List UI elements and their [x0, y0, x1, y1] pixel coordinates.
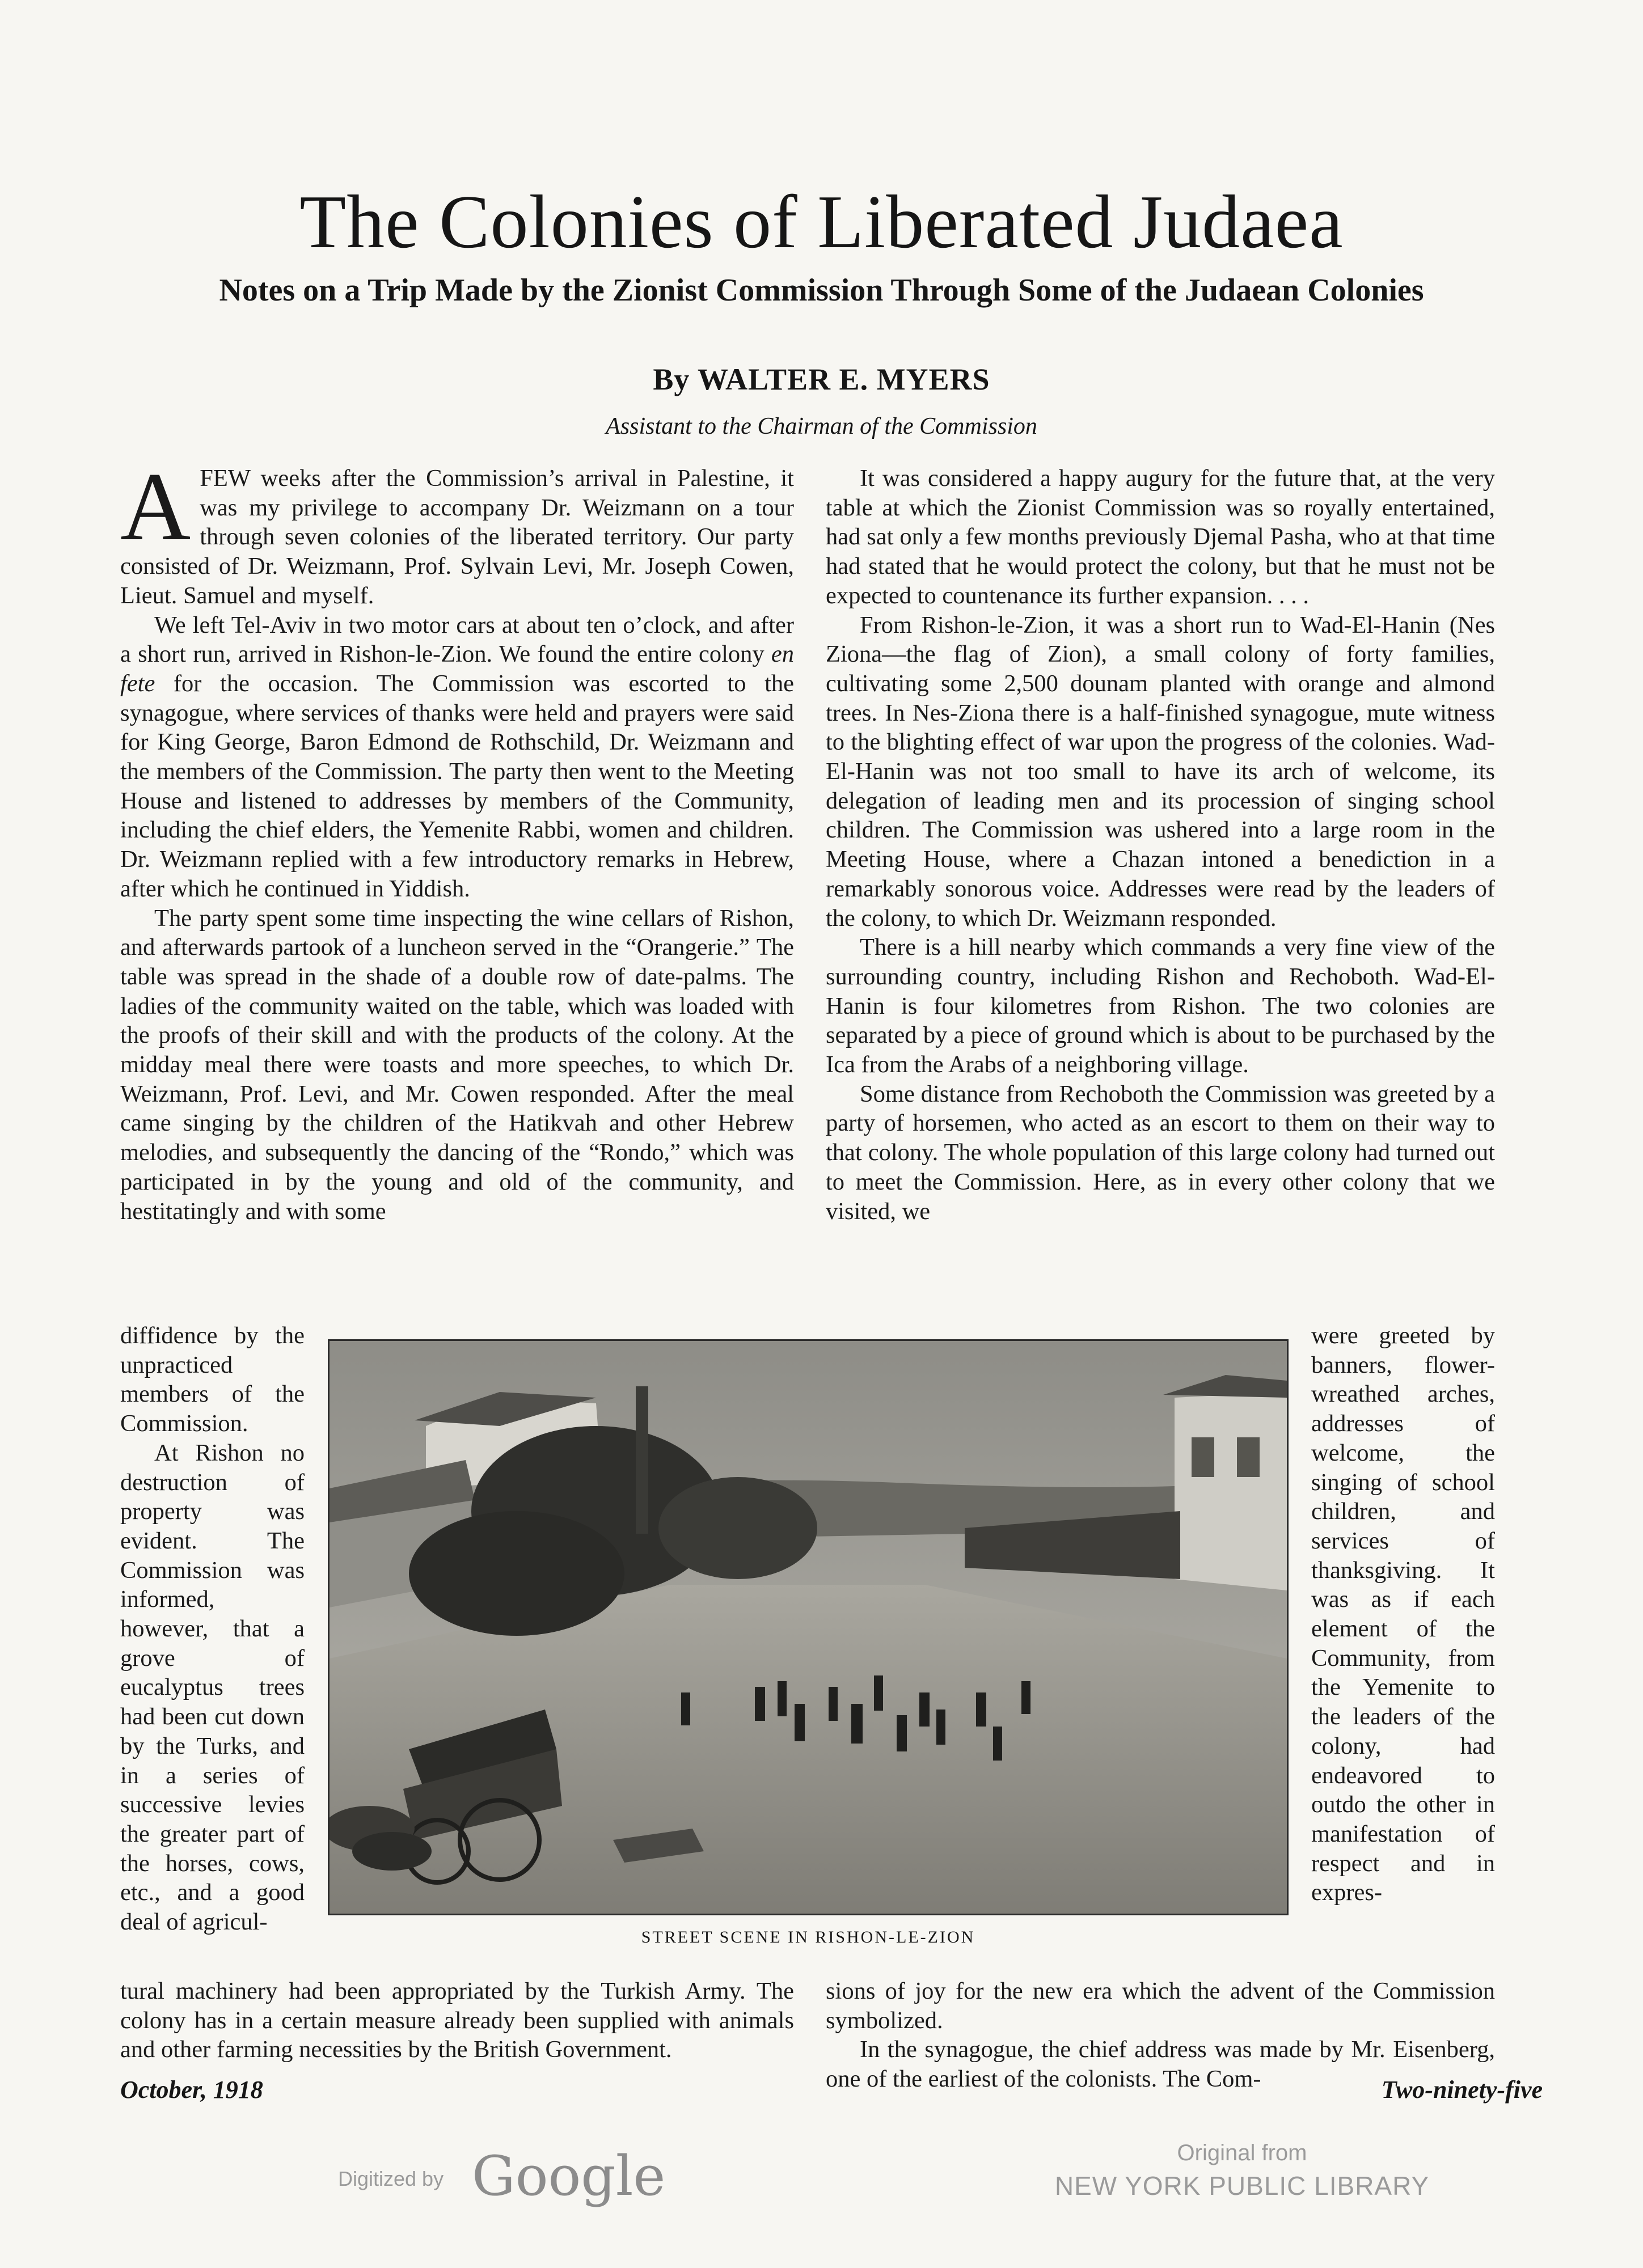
left-paragraph-1: AFEW weeks after the Commission’s arrival in Palestine, it was my privilege to accompany Dr. Weizmann on a tour through seven colonies of the liberated territory. Our party consisted of Dr. Weizmann, Prof. Sylvain Levi, Mr. Joseph Cowen, Lieut. Samuel and myself. — [120, 464, 794, 609]
article-title: The Colonies of Liberated Judaea — [299, 180, 1344, 264]
left-paragraph-3: The party spent some time inspecting the wine cellars of Rishon, and afterwards partook of a luncheon served in the “Orangerie.” The table was spread in the shade of a double row of date-palms. The ladies of the community waited on the table, which was loaded with the proofs of their skill and with the products of the colony. At the midday meal there were toasts and more speeches, to which Dr. Weizmann, Prof. Levi, and Mr. Cowen responded. After the meal came singing by the children of the Hatikvah and other Hebrew melodies, and subsequently the dancing of the “Rondo,” which was participated in by the young and old of the community, and hestitatingly and with some — [120, 904, 794, 1225]
right-paragraph-2: From Rishon-le-Zion, it was a short run to Wad-El-Hanin (Nes Ziona—the flag of Zion), a small colony of forty families, cultivating some 2,500 dounam planted with orange and almond trees. In Nes-Ziona there is a half-finished synagogue, mute witness to the blighting effect of war upon the progress of the colonies. Wad-El-Hanin was not too small to have its arch of welcome, its delegation of leading men and its procession of singing school children. The Commission was ushered into a large room in the Meeting House, where a Chazan intoned a benediction in a remarkably sonorous voice. Addresses were read by the leaders of the colony, to which Dr. Weizmann responded. — [826, 611, 1495, 932]
left-narrow-paragraph-1: diffidence by the unpracticed members of the Commission. — [120, 1322, 305, 1437]
left-narrow-paragraph-2: At Rishon no destruction of property was evident. The Commission was informed, however, that a grove of eucalyptus trees had been cut down by the Turks, and in a series of successive levies the greater part of the horses, cows, etc., and a good deal of agricul- — [120, 1439, 305, 1936]
right-paragraph-4: Some distance from Rechoboth the Commission was greeted by a party of horsemen, who acted as an escort to them on their way to that colony. The whole population of this large colony had turned out to meet the Commission. Here, as in every other colony that we visited, we — [826, 1080, 1495, 1225]
right-paragraph-3: There is a hill nearby which commands a very fine view of the surrounding country, including Rishon and Rechoboth. Wad-El-Hanin is four kilometres from Rishon. The two colonies are separated by a piece of ground which is about to be purchased by the Ica from the Arabs of a neighboring village. — [826, 934, 1495, 1078]
article-subtitle: Notes on a Trip Made by the Zionist Commission Through Some of the Judaean Colonies — [219, 273, 1424, 308]
right-column-top — [826, 464, 1495, 1328]
left-column-narrow — [120, 1321, 305, 1990]
street-scene-photo — [328, 1339, 1289, 1915]
photo-illustration — [330, 1341, 1287, 1914]
right-bottom-paragraph-2: In the synagogue, the chief address was made by Mr. Eisenberg, one of the earliest of the colonists. The Com- — [826, 2036, 1495, 2093]
right-bottom-paragraph-1: sions of joy for the new era which the advent of the Commission symbolized. — [826, 1978, 1495, 2034]
left-column-top — [120, 464, 794, 1328]
library-name: NEW YORK PUBLIC LIBRARY — [1054, 2171, 1430, 2201]
right-narrow-paragraph: were greeted by banners, flower-wreathed arches, addresses of welcome, the singing of school children, and services of thanksgiving. It was as if each element of the Community, from the Yemenite to the leaders of the colony, had endeavored to outdo the other in manifestation of respect and in expres- — [1311, 1322, 1495, 1906]
left-bottom-paragraph: tural machinery had been appropriated by the Turkish Army. The colony has in a certain measure already been supplied with animals and other farming necessities by the British Government. — [120, 1978, 794, 2063]
photo-caption: STREET SCENE IN RISHON-LE-ZION — [641, 1928, 975, 1947]
original-from-text: Original from — [1177, 2140, 1307, 2165]
left-paragraph-2: We left Tel-Aviv in two motor cars at about ten o’clock, and after a short run, arrived in Rishon-le-Zion. We found the entire colony en fete for the occasion. The Commission was escorted to the synagogue, where services of thanks were held and prayers were said for King George, Baron Edmond de Rothschild, Dr. Weizmann and the members of the Commission. The party then went to the Meeting House and listened to addresses by members of the Community, including the chief elders, the Yemenite Rabbi, women and children. Dr. Weizmann replied with a few introductory remarks in Hebrew, after which he continued in Yiddish. — [120, 611, 794, 902]
byline: By WALTER E. MYERS — [653, 362, 990, 396]
right-column-narrow — [1311, 1321, 1495, 1990]
footer-date: October, 1918 — [120, 2076, 263, 2104]
byline-role: Assistant to the Chairman of the Commission — [606, 413, 1037, 439]
right-paragraph-1: It was considered a happy augury for the future that, at the very table at which the Zionist Commission was so royally entertained, had sat only a few months previously Djemal Pasha, who at that time had stated that he would protect the colony, but that he must not be expected to countenance its further expansion. . . . — [826, 465, 1495, 609]
google-logo: Google — [472, 2144, 666, 2208]
footer-page-number: Two-ninety-five — [1381, 2076, 1543, 2104]
drop-cap: A — [120, 464, 191, 561]
digitized-by-text: Digitized by — [338, 2167, 444, 2190]
